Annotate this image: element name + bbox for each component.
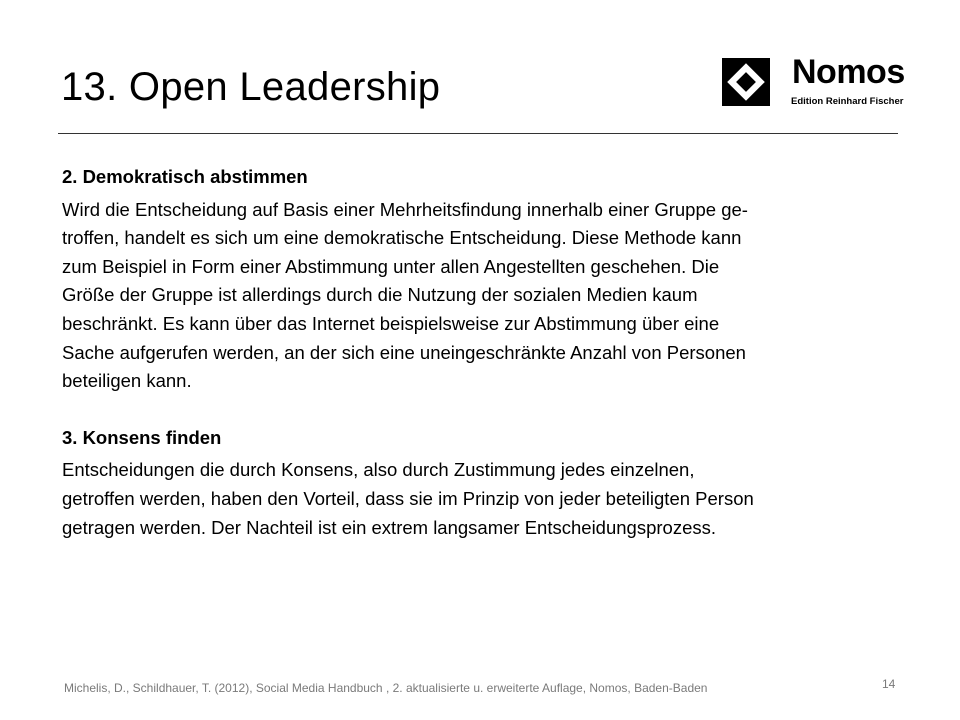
page-number: 14 (882, 677, 896, 691)
section-heading: 3. Konsens finden (62, 426, 222, 448)
body-line: zum Beispiel in Form einer Abstimmung unter allen Angestellten geschehen. Die (62, 255, 720, 277)
body-line: Wird die Entscheidung auf Basis einer Mehrheitsfindung innerhalb einer Gruppe ge- (62, 198, 748, 220)
nomos-logo-icon (722, 58, 770, 106)
slide-content (62, 163, 882, 542)
body-line: Sache aufgerufen werden, an der sich eine uneingeschränkte Anzahl von Personen (62, 341, 746, 363)
body-line: beschränkt. Es kann über das Internet beispielsweise zur Abstimmung über eine (62, 312, 720, 334)
body-line: Entscheidungen die durch Konsens, also durch Zustimmung jedes einzelnen, (62, 459, 695, 481)
body-line: beteiligen kann. (62, 370, 192, 392)
slide-title: 13. Open Leadership (61, 65, 441, 109)
body-line: troffen, handelt es sich um eine demokratische Entscheidung. Diese Methode kann (62, 227, 742, 249)
section-democratic-vote (62, 163, 882, 396)
logo-subtitle: Edition Reinhard Fischer (791, 96, 904, 107)
body-line: getragen werden. Der Nachteil ist ein extrem langsamer Entscheidungsprozess. (62, 516, 716, 538)
citation-footer: Michelis, D., Schildhauer, T. (2012), Social Media Handbuch , 2. aktualisierte u. erweiterte Auflage, Nomos, Baden-Baden (64, 681, 708, 695)
section-find-consensus (62, 424, 882, 542)
section-heading: 2. Demokratisch abstimmen (62, 166, 308, 187)
logo-name: Nomos (792, 53, 905, 91)
title-divider (58, 133, 898, 134)
body-line: Größe der Gruppe ist allerdings durch die Nutzung der sozialen Medien kaum (62, 284, 698, 306)
section-body (62, 456, 882, 542)
body-line: getroffen werden, haben den Vorteil, dass sie im Prinzip von jeder beteiligten Person (62, 487, 754, 509)
section-body (62, 196, 882, 396)
nomos-logo (722, 53, 905, 108)
